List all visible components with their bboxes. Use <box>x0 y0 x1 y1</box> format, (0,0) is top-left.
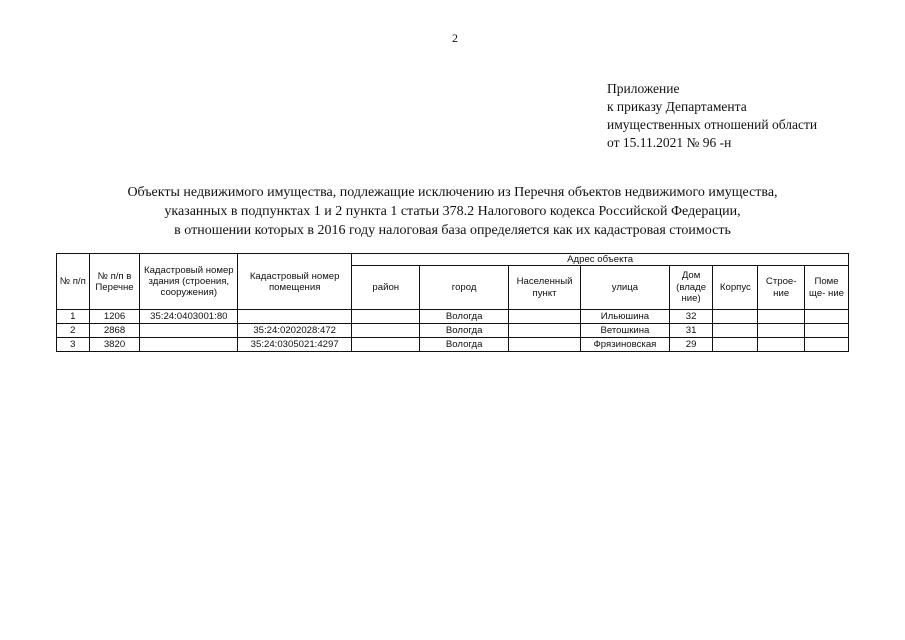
cell-settlement <box>508 338 580 352</box>
header-room-cadastral: Кадастровый номер помещения <box>238 254 352 310</box>
cell-street: Ильюшина <box>581 310 670 324</box>
cell-district <box>352 338 420 352</box>
appendix-line: к приказу Департамента <box>607 99 747 114</box>
cell-premises <box>805 324 849 338</box>
cell-room-cadastral: 35:24:0202028:472 <box>238 324 352 338</box>
cell-list-num: 2868 <box>89 324 140 338</box>
header-address-group: Адрес объекта <box>352 254 849 266</box>
cell-building-cadastral: 35:24:0403001:80 <box>140 310 238 324</box>
header-structure: Строе- ние <box>758 266 805 310</box>
cell-street: Фрязиновская <box>581 338 670 352</box>
table-row <box>57 310 849 324</box>
cell-premises <box>805 338 849 352</box>
header-city: город <box>420 266 509 310</box>
cell-city: Вологда <box>420 310 509 324</box>
title-line: указанных в подпунктах 1 и 2 пункта 1 статьи 378.2 Налогового кодекса Российской Федерации, <box>164 204 741 219</box>
cell-city: Вологда <box>420 324 509 338</box>
header-house: Дом (владе ние) <box>669 266 713 310</box>
cell-settlement <box>508 310 580 324</box>
header-premises: Поме ще- ние <box>805 266 849 310</box>
appendix-line: от 15.11.2021 № 96 -н <box>607 135 732 150</box>
header-street: улица <box>581 266 670 310</box>
cell-street: Ветошкина <box>581 324 670 338</box>
header-building-cadastral: Кадастровый номер здания (строения, сооружения) <box>140 254 238 310</box>
cell-korpus <box>713 324 758 338</box>
header-list-num: № п/п в Перечне <box>89 254 140 310</box>
cell-structure <box>758 324 805 338</box>
appendix-block <box>607 80 817 152</box>
header-settlement: Населенный пункт <box>508 266 580 310</box>
cell-building-cadastral <box>140 324 238 338</box>
cell-house: 29 <box>669 338 713 352</box>
page-number: 2 <box>452 31 458 45</box>
table-row <box>57 324 849 338</box>
cell-num: 2 <box>57 324 90 338</box>
appendix-line: имущественных отношений области <box>607 117 818 132</box>
cell-list-num: 1206 <box>89 310 140 324</box>
cell-structure <box>758 310 805 324</box>
header-district: район <box>352 266 420 310</box>
document-title <box>40 183 865 240</box>
objects-table <box>56 253 849 352</box>
cell-room-cadastral: 35:24:0305021:4297 <box>238 338 352 352</box>
cell-list-num: 3820 <box>89 338 140 352</box>
title-line: в отношении которых в 2016 году налоговая база определяется как их кадастровая стоимость <box>174 223 731 238</box>
cell-korpus <box>713 338 758 352</box>
table-row <box>57 338 849 352</box>
cell-district <box>352 324 420 338</box>
cell-building-cadastral <box>140 338 238 352</box>
cell-num: 1 <box>57 310 90 324</box>
cell-korpus <box>713 310 758 324</box>
cell-settlement <box>508 324 580 338</box>
cell-house: 31 <box>669 324 713 338</box>
cell-house: 32 <box>669 310 713 324</box>
cell-room-cadastral <box>238 310 352 324</box>
cell-city: Вологда <box>420 338 509 352</box>
header-korpus: Корпус <box>713 266 758 310</box>
cell-structure <box>758 338 805 352</box>
cell-num: 3 <box>57 338 90 352</box>
appendix-line: Приложение <box>607 81 680 96</box>
header-num: № п/п <box>57 254 90 310</box>
cell-district <box>352 310 420 324</box>
title-line: Объекты недвижимого имущества, подлежащие исключению из Перечня объектов недвижимого имущества, <box>127 185 778 200</box>
cell-premises <box>805 310 849 324</box>
